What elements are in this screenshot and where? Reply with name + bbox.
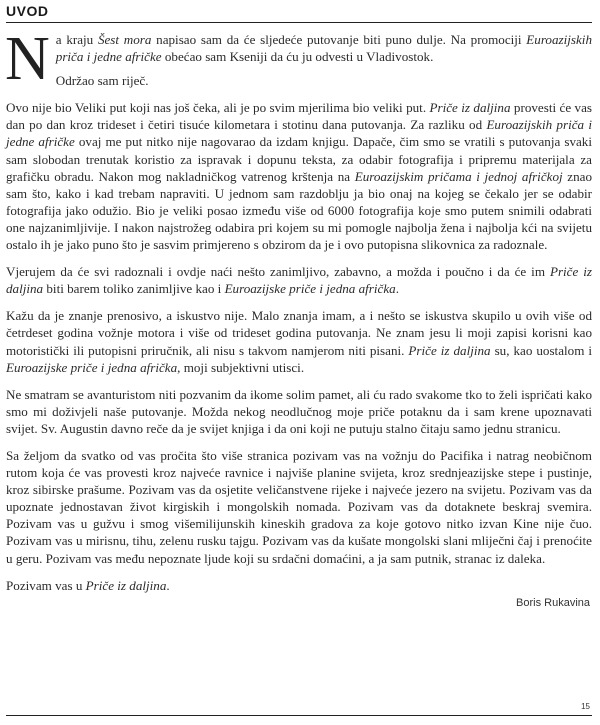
paragraph-journey: Ovo nije bio Veliki put koji nas još čeka, ali je po svim mjerilima bio veliki put. Priče iz daljina provesti će vas dan po dan kroz trideset i četiri tisuće kilometara i stotinu dana putovanja. Za razliku od Euroazijskih priča i jedne afričke ovaj me put nitko nije nagovarao da izdam knjigu. Dapače, čim smo se vratili s putovanja svaki sam slobodan trenutak koristio za ispravak i dopunu teksta, za odabir fotografija i pripremu materijala za grafičku obradu. Nakon mog nakladničkog vatrenog krštenja na Euroazijskim pričama i jednoj afričkoj znao sam što, kako i kad trebam napraviti. U jednom sam razdoblju ja bio onaj na kojeg se čekalo jer se odabir fotografija jako odužio. Bio je veliki posao između više od 6000 fotografija koje smo putem snimili odabrati one najzanimljivije. I nakon najstrožeg odabira pri kojem su mi pomogle najbolja žena i najbolja kći na svijetu ostalo ih je jako puno što je sasvim primjereno s obzirom da je i ovo putopisna slikovnica za radoznale.: [6, 100, 592, 253]
intro-paragraph: Na kraju Šest mora napisao sam da će sljedeće putovanje biti puno dulje. Na promociji Euroazijskih priča i jedne afričke obećao sam Kseniji da ću ju odvesti u Vladivostok.: [5, 25, 592, 93]
page-number: 15: [581, 702, 590, 711]
paragraph-invitation: Sa željom da svatko od vas pročita što više stranica pozivam vas na vožnju do Pacifika i natrag neobičnom rutom koja će vas provesti kroz najveće ravnice i najviše planine svijeta, kroz srednjeazijske stepe i pustinje, kroz sibirske prašume. Pozivam vas da osjetite veličanstvene rijeke i najveće jezero na svijetu. Pozivam vas da upoznate jednostavan život kirgiskih i mongolskih nomada. Pozivam vas da dotaknete beskraj svemira. Pozivam vas u gužvu i smog višemilijunskih kineskih gradova za koje gotovo nitko izvan Kine nije čuo. Pozivam vas u mirisnu, tihu, zelenu rusku tajgu. Pozivam vas da kušate mongolski slani mliječni čaj i prenoćite u geru. Pozivam vas među nepoznate ljude koji su srdačni domaćini, a ja sam putnik, stranac iz daleka.: [6, 447, 592, 566]
paragraph-world-book: Ne smatram se avanturistom niti pozvanim da ikome solim pamet, ali ću rado svakome tko to želi ispričati kako smo mi doživjeli naše putovanje. Možda nekog neodlučnog moje priče potaknu da i sam krene upoznavati svijet. Sv. Augustin davno reče da je svijet knjiga i da oni koji ne putuju stalno čitaju samo jednu stranicu.: [6, 386, 592, 436]
author-signature: Boris Rukavina: [516, 597, 590, 609]
article-body: [5, 25, 592, 604]
kept-promise-line: Održao sam riječ.: [55, 73, 149, 89]
closing-line: Pozivam vas u Priče iz daljina.: [6, 577, 170, 593]
paragraph-readers: Vjerujem da će svi radoznali i ovdje naći nešto zanimljivo, zabavno, a možda i poučno i da će im Priče iz daljina biti barem toliko zanimljive kao i Euroazijske priče i jedna afrička.: [6, 264, 592, 297]
section-title: UVOD: [6, 3, 49, 19]
section-header: [6, 0, 592, 23]
drop-cap: N: [5, 25, 50, 93]
footer-divider: [6, 715, 592, 716]
paragraph-experience: Kažu da je znanje prenosivo, a iskustvo nije. Malo znanja imam, a i nešto se iskustva skupilo u ovih više od četrdeset godina vožnje motora i više od trideset godina putovanja. Ne znam jesu li moji zapisi korisni kao motoristički ili putopisni priručnik, ali nisu s takvom namjerom niti pisani. Priče iz daljina su, kao uostalom i Euroazijske priče i jedna afrička, moji subjektivni utisci.: [6, 308, 592, 375]
